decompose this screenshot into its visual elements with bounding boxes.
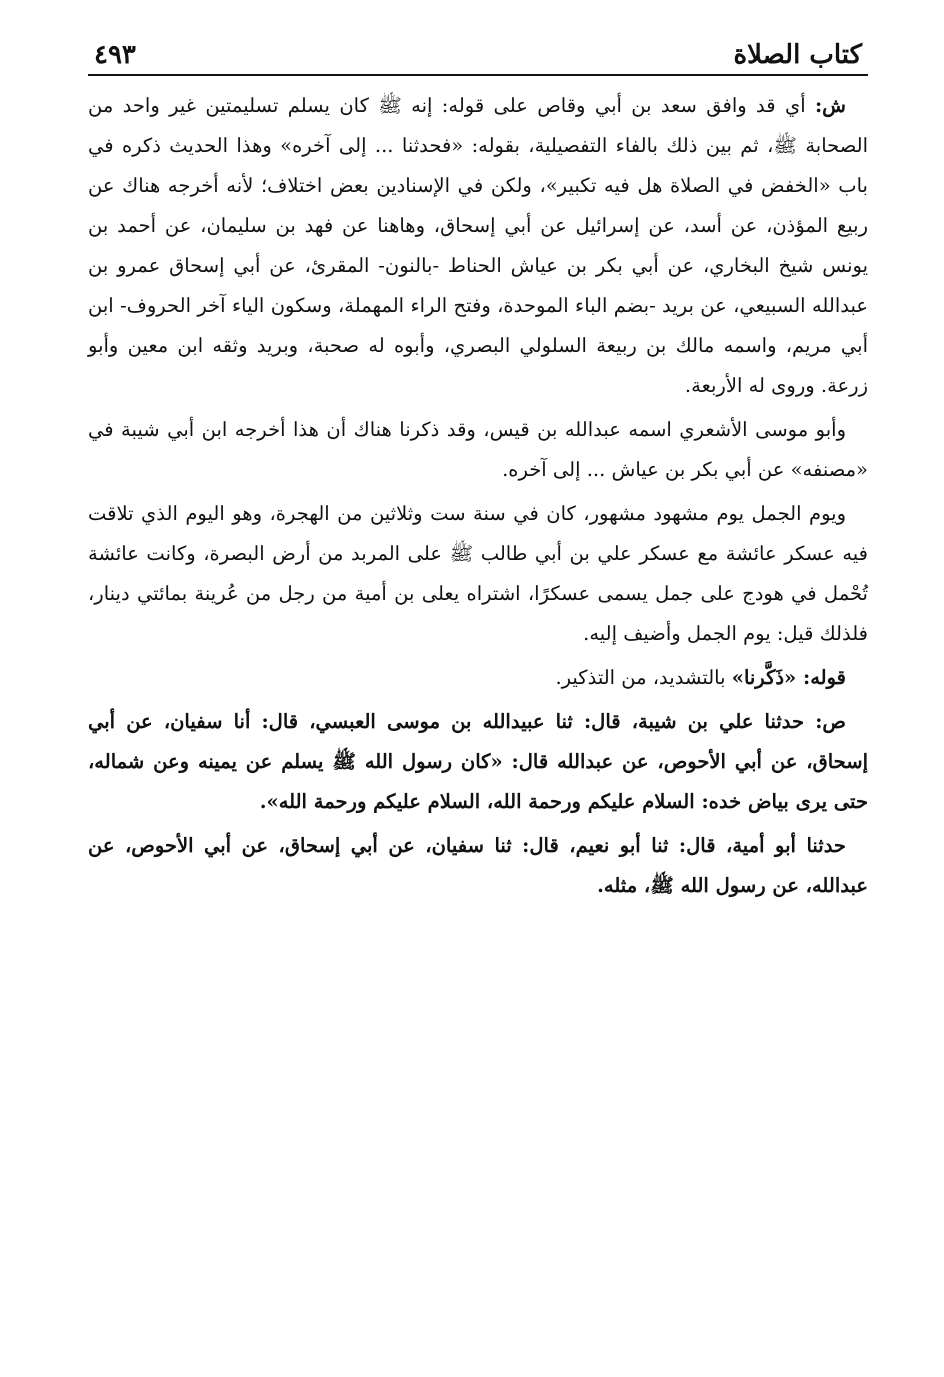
commentary-paragraph-1 xyxy=(88,86,868,406)
commentary-marker: ش: xyxy=(814,94,846,117)
paragraph-text: بالتشديد، من التذكير. xyxy=(555,666,732,689)
commentary-paragraph-2 xyxy=(88,410,868,490)
paragraph-text: ويوم الجمل يوم مشهود مشهور، كان في سنة ست وثلاثين من الهجرة، وهو اليوم الذي تلاقت فيه عسكر عائشة مع عسكر علي بن أبي طالب ﷺ على المربد من أرض البصرة، وكانت عائشة تُحْمل في هودج على جمل يسمى عسكرًا، اشتراه يعلى بن أمية من رجل من عُرينة بمائتي دينار، فلذلك قيل: يوم الجمل وأضيف إليه. xyxy=(88,502,868,645)
paragraph-text: حدثنا علي بن شيبة، قال: ثنا عبيدالله بن موسى العبسي، قال: أنا سفيان، عن أبي إسحاق، عن أبي الأحوص، عن عبدالله قال: «كان رسول الله ﷺ يسلم عن يمينه وعن شماله، حتى يرى بياض خده: السلام عليكم ورحمة الله، السلام عليكم ورحمة الله». xyxy=(88,710,868,813)
paragraph-text: حدثنا أبو أمية، قال: ثنا أبو نعيم، قال: ثنا سفيان، عن أبي إسحاق، عن أبي الأحوص، عن عبدالله، عن رسول الله ﷺ، مثله. xyxy=(88,834,868,897)
header-rule xyxy=(88,74,868,76)
book-title: كتاب الصلاة xyxy=(733,40,862,70)
hadith-paragraph-1 xyxy=(88,702,868,822)
quote-marker: قوله: «ذَكَّرنا» xyxy=(731,666,846,689)
commentary-paragraph-3 xyxy=(88,494,868,654)
paragraph-text: أي قد وافق سعد بن أبي وقاص على قوله: إنه ﷺ كان يسلم تسليمتين غير واحد من الصحابة ﷺ، ثم بين ذلك بالفاء التفصيلية، بقوله: «فحدثنا ... إلى آخره» وهذا الحديث ذكره في باب «الخفض في الصلاة هل فيه تكبير»، ولكن في الإسنادين بعض اختلاف؛ لأنه أخرجه هناك عن ربيع المؤذن، عن أسد، عن إسرائيل عن أبي إسحاق، وهاهنا عن فهد بن سليمان، عن أحمد بن يونس شيخ البخاري، عن أبي بكر بن عياش الحناط -بالنون- المقرئ، عن أبي إسحاق عمرو بن عبدالله السبيعي، عن بريد -بضم الباء الموحدة، وفتح الراء المهملة، وسكون الياء آخر الحروف- ابن أبي مريم، واسمه مالك بن ربيعة السلولي البصري، وأبوه له صحبة، وبريد وثقه ابن معين وأبو زرعة. وروى له الأربعة. xyxy=(88,94,868,397)
paragraph-text: وأبو موسى الأشعري اسمه عبدالله بن قيس، وقد ذكرنا هناك أن هذا أخرجه ابن أبي شيبة في «مصنفه» عن أبي بكر بن عياش ... إلى آخره. xyxy=(88,418,868,481)
page-header xyxy=(88,30,868,70)
hadith-paragraph-2 xyxy=(88,826,868,906)
commentary-paragraph-4 xyxy=(88,658,868,698)
text-marker: ص: xyxy=(815,710,846,733)
page-number: ٤٩٣ xyxy=(94,40,136,70)
